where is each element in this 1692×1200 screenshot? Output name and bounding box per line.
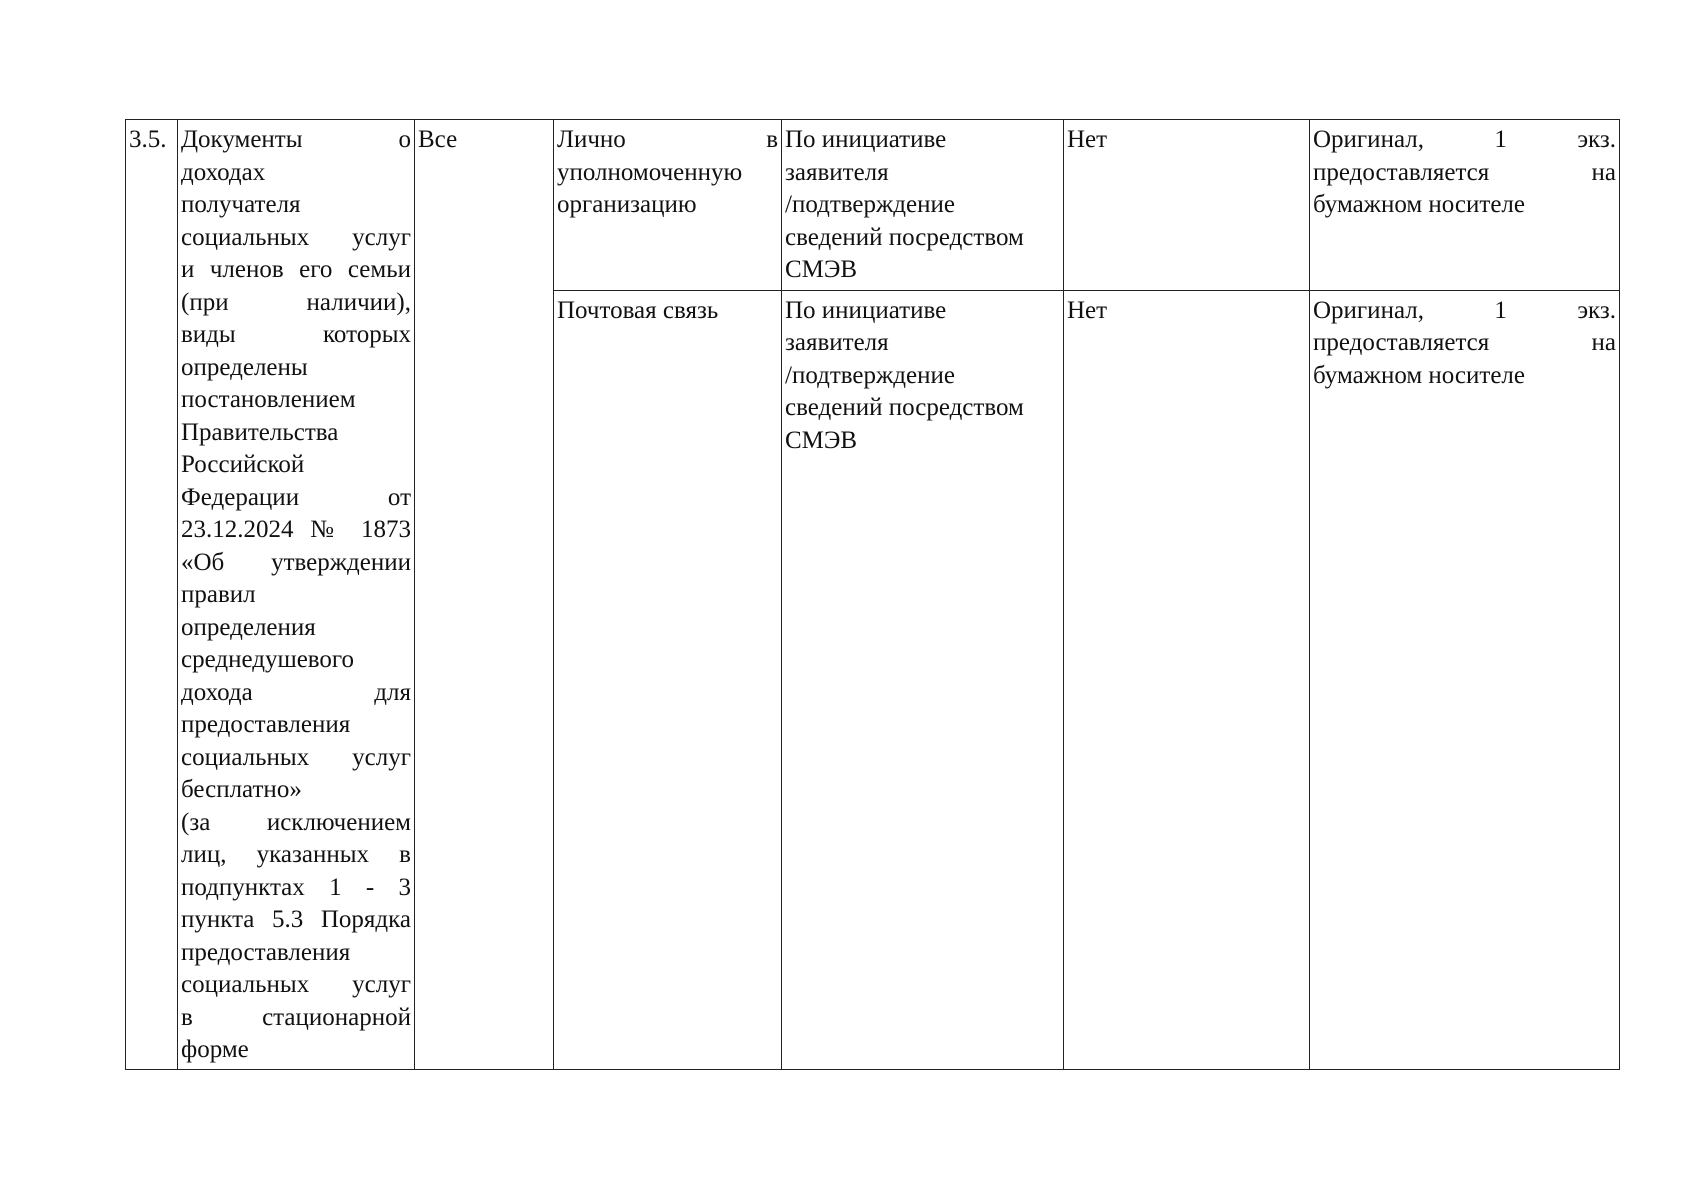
text-line: сведений посредством — [785, 394, 1024, 422]
text-line: лиц, указанных в — [181, 841, 411, 868]
text-line: (за исключением — [181, 808, 411, 836]
text-line: правил — [181, 581, 256, 608]
text-line: Федерации от — [181, 483, 411, 511]
row-number: 3.5. — [129, 126, 167, 153]
text-line: Лично в — [557, 126, 778, 153]
text-line: в стационарной — [181, 1003, 411, 1031]
text-line: предоставления — [181, 711, 351, 738]
text-line: получателя — [181, 191, 301, 218]
text-line: социальных услуг — [181, 223, 411, 251]
fee-cell — [1064, 120, 1310, 291]
initiative-cell — [782, 290, 1064, 1069]
text-line: По инициативе — [785, 296, 947, 324]
text-line: Российской — [181, 451, 305, 478]
text-line: постановлением — [181, 386, 356, 413]
text-line: сведений посредством — [785, 223, 1024, 251]
fee-cell — [1064, 290, 1310, 1069]
text-line: доходах — [181, 158, 266, 186]
text-line: Оригинал, 1 экз. — [1313, 126, 1616, 153]
row-number-cell — [126, 120, 178, 1070]
text-line: социальных услуг — [181, 743, 411, 771]
text-line: заявителя — [785, 329, 889, 357]
text-line: определены — [181, 353, 308, 381]
text-line: организацию — [557, 191, 697, 218]
text-line: Правительства — [181, 418, 339, 446]
fee-value: Нет — [1067, 126, 1108, 153]
document-description-cell — [178, 120, 415, 1070]
text-line: /подтверждение — [785, 191, 955, 218]
text-line: уполномоченную — [557, 158, 743, 186]
text-line: среднедушевого — [181, 646, 355, 673]
text-line: «Об утверждении — [181, 548, 411, 576]
text-line: пункта 5.3 Порядка — [181, 906, 411, 933]
text-line: /подтверждение — [785, 361, 955, 389]
table-row-personal — [126, 120, 1620, 291]
applicant-category: Все — [418, 126, 458, 153]
text-line: определения — [181, 613, 316, 641]
text-line: Документы о — [181, 126, 411, 153]
text-line: форме — [181, 1036, 249, 1063]
initiative-cell — [782, 120, 1064, 291]
text-line: виды которых — [181, 321, 411, 348]
document-form-cell — [1310, 290, 1620, 1069]
text-line: СМЭВ — [785, 256, 858, 283]
text-line: дохода для — [181, 678, 411, 706]
text-line: социальных услуг — [181, 971, 411, 998]
text-line: (при наличии), — [181, 288, 411, 316]
text-line: и членов его семьи — [181, 256, 411, 283]
text-line: Почтовая связь — [557, 296, 719, 324]
fee-value: Нет — [1067, 296, 1108, 324]
text-line: бесплатно» — [181, 776, 302, 803]
text-line: 23.12.2024 № 1873 — [181, 516, 411, 543]
text-line: бумажном носителе — [1313, 361, 1525, 389]
document-table — [125, 119, 1620, 1070]
text-line: Оригинал, 1 экз. — [1313, 296, 1616, 324]
submission-method-cell — [554, 290, 782, 1069]
text-line: предоставляется на — [1313, 329, 1616, 357]
text-line: заявителя — [785, 158, 889, 186]
text-line: подпунктах 1 - 3 — [181, 873, 411, 901]
submission-method-cell — [554, 120, 782, 291]
text-line: СМЭВ — [785, 426, 858, 454]
text-line: бумажном носителе — [1313, 191, 1525, 218]
applicant-category-cell — [415, 120, 554, 1070]
text-line: По инициативе — [785, 126, 947, 153]
document-form-cell — [1310, 120, 1620, 291]
text-line: предоставления — [181, 938, 351, 966]
text-line: предоставляется на — [1313, 158, 1616, 186]
